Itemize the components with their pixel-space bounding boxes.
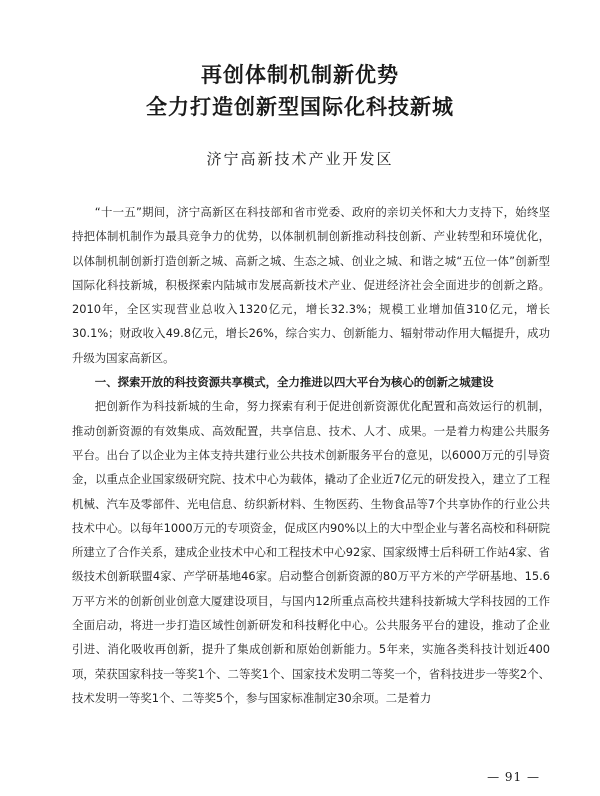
page-number: — 91 —: [487, 770, 540, 784]
section-paragraph: [72, 394, 550, 710]
section-heading: 一、探索开放的科技资源共享模式，全力推进以四大平台为核心的创新之城建设: [94, 375, 494, 390]
section-paragraph-lead: 把创新作为科技新城的生命，努力探索有利于促进创新资源优化配置和高效运行的机制，推动创新资源的有效集成、高效配置，共享信息、技术、人才、成果。一是着力构建公共服务平台。: [72, 399, 550, 462]
article-body: [72, 200, 550, 710]
section-paragraph-rest: 出台了以企业为主体支持共建行业公共技术创新服务平台的意见，以6000万元的引导资金，以重点企业国家级研究院、技术中心为载体，撬动了企业近7亿元的研发投入，建立了工程机械、汽车及零部件、光电信息、纺织新材料、生物医药、生物食品等7个共享协作的行业公共技术中心。以每年1000万元的专项资金，促成区内90%以上的大中型企业与著名高校和科研院所建立了合作关系，建成企业技术中心和工程技术中心92家、国家级博士后科研工作站4家、省级技术创新联盟4家、产学研基地46家。启动整合创新资源的80万平方米的产学研基地、15.6万平方米的创新创业创意大厦建设项目，与国内12所重点高校共建科技新城大学科技园的工作全面启动，将进一步打造区域性创新研发和科技孵化中心。公共服务平台的建设，推动了企业引进、消化吸收再创新，提升了集成创新和原始创新能力。5年来，实施各类科技计划近400项，荣获国家科技一等奖1个、二等奖1个、国家技术发明二等奖一个，省科技进步一等奖2个、技术发明一等奖1个、二等奖5个，参与国家标准制定30余项。二是着力: [72, 447, 550, 705]
author: 济宁高新技术产业开发区: [206, 150, 394, 168]
title-line-1: 再创体制机制新优势: [201, 62, 399, 87]
intro-paragraph: “十一五”期间，济宁高新区在科技部和省市党委、政府的亲切关怀和大力支持下，始终坚持把体制机制作为最具竞争力的优势，以体制机制创新推动科技创新、产业转型和环境优化，以体制机制创新打造创新之城、高新之城、生态之城、创业之城、和谐之城“五位一体”创新型国际化科技新城，积极探索内陆城市发展高新技术产业、促进经济社会全面进步的创新之路。2010年，全区实现营业总收入1320亿元，增长32.3%；规模工业增加值310亿元，增长30.1%；财政收入49.8亿元，增长26%，综合实力、创新能力、辐射带动作用大幅提升，成功升级为国家高新区。: [72, 205, 550, 365]
title-line-2: 全力打造创新型国际化科技新城: [146, 94, 454, 119]
